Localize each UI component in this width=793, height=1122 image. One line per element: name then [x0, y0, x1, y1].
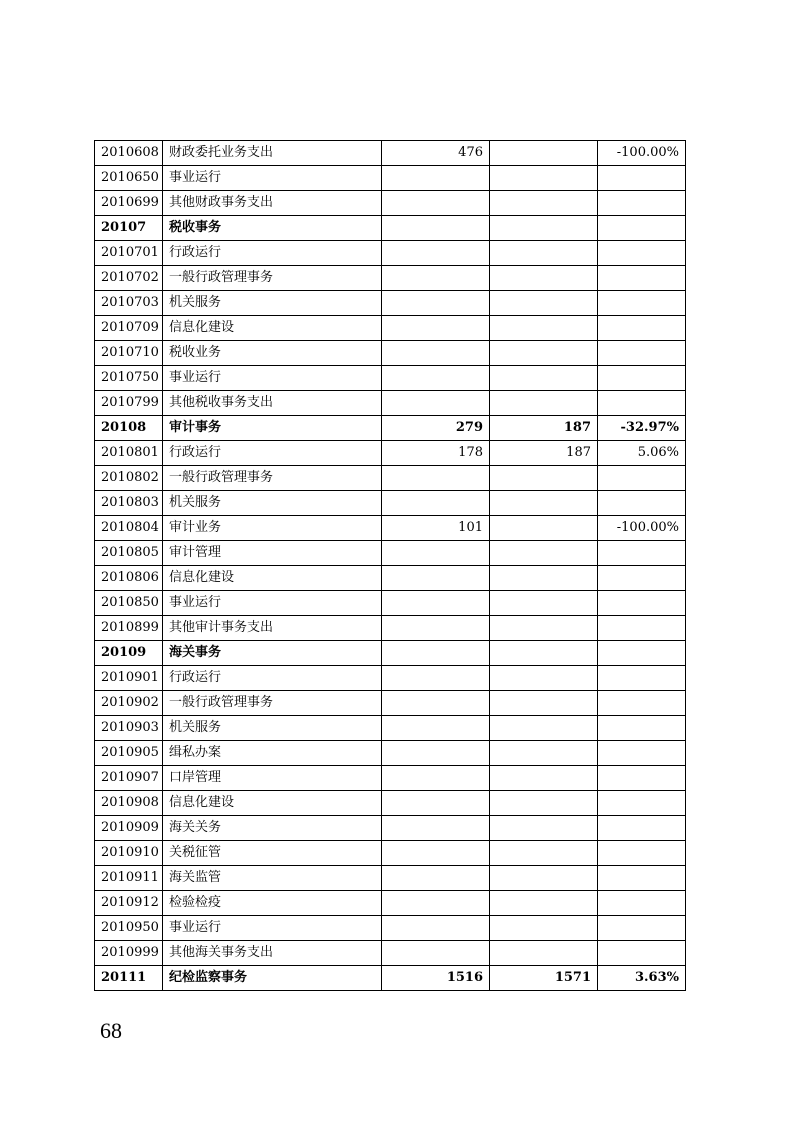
name-cell: 机关服务 — [163, 291, 382, 316]
table-row — [95, 741, 686, 766]
amount-b-cell — [490, 341, 598, 366]
change-percent-cell: -32.97% — [598, 416, 686, 441]
name-cell: 关税征管 — [163, 841, 382, 866]
amount-a-cell — [382, 316, 490, 341]
code-cell: 2010902 — [95, 691, 163, 716]
name-cell: 事业运行 — [163, 591, 382, 616]
code-cell: 2010702 — [95, 266, 163, 291]
name-cell: 其他审计事务支出 — [163, 616, 382, 641]
change-percent-cell — [598, 216, 686, 241]
amount-b-cell — [490, 241, 598, 266]
amount-a-cell — [382, 291, 490, 316]
name-cell: 一般行政管理事务 — [163, 466, 382, 491]
change-percent-cell — [598, 866, 686, 891]
name-cell: 机关服务 — [163, 491, 382, 516]
amount-a-cell — [382, 716, 490, 741]
change-percent-cell — [598, 316, 686, 341]
table-row — [95, 966, 686, 991]
amount-a-cell — [382, 541, 490, 566]
table-row — [95, 416, 686, 441]
amount-b-cell — [490, 366, 598, 391]
amount-b-cell — [490, 541, 598, 566]
amount-b-cell — [490, 666, 598, 691]
amount-b-cell — [490, 866, 598, 891]
amount-a-cell — [382, 766, 490, 791]
code-cell: 2010701 — [95, 241, 163, 266]
budget-table — [94, 140, 686, 991]
table-row — [95, 866, 686, 891]
amount-a-cell — [382, 566, 490, 591]
amount-a-cell — [382, 466, 490, 491]
amount-b-cell — [490, 741, 598, 766]
table-row — [95, 466, 686, 491]
change-percent-cell — [598, 891, 686, 916]
change-percent-cell — [598, 941, 686, 966]
code-cell: 2010903 — [95, 716, 163, 741]
name-cell: 审计事务 — [163, 416, 382, 441]
amount-a-cell — [382, 266, 490, 291]
table-row — [95, 941, 686, 966]
change-percent-cell — [598, 541, 686, 566]
code-cell: 2010803 — [95, 491, 163, 516]
table-row — [95, 591, 686, 616]
amount-a-cell — [382, 866, 490, 891]
table-row — [95, 241, 686, 266]
amount-b-cell — [490, 491, 598, 516]
amount-b-cell — [490, 816, 598, 841]
code-cell: 2010850 — [95, 591, 163, 616]
code-cell: 2010901 — [95, 666, 163, 691]
amount-a-cell — [382, 166, 490, 191]
code-cell: 20108 — [95, 416, 163, 441]
table-row — [95, 691, 686, 716]
amount-a-cell — [382, 366, 490, 391]
table-row — [95, 766, 686, 791]
amount-b-cell — [490, 266, 598, 291]
table-row — [95, 666, 686, 691]
name-cell: 税收业务 — [163, 341, 382, 366]
amount-b-cell — [490, 766, 598, 791]
amount-a-cell: 279 — [382, 416, 490, 441]
change-percent-cell — [598, 766, 686, 791]
amount-b-cell — [490, 791, 598, 816]
table-row — [95, 616, 686, 641]
name-cell: 一般行政管理事务 — [163, 691, 382, 716]
table-row — [95, 141, 686, 166]
name-cell: 一般行政管理事务 — [163, 266, 382, 291]
table-row — [95, 891, 686, 916]
change-percent-cell — [598, 716, 686, 741]
code-cell: 2010703 — [95, 291, 163, 316]
amount-b-cell — [490, 141, 598, 166]
table-row — [95, 516, 686, 541]
table-row — [95, 491, 686, 516]
name-cell: 财政委托业务支出 — [163, 141, 382, 166]
amount-b-cell — [490, 841, 598, 866]
table-row — [95, 316, 686, 341]
name-cell: 口岸管理 — [163, 766, 382, 791]
amount-b-cell — [490, 941, 598, 966]
amount-b-cell — [490, 891, 598, 916]
amount-b-cell — [490, 216, 598, 241]
name-cell: 行政运行 — [163, 241, 382, 266]
name-cell: 行政运行 — [163, 666, 382, 691]
amount-a-cell: 101 — [382, 516, 490, 541]
table-row — [95, 841, 686, 866]
amount-b-cell — [490, 466, 598, 491]
code-cell: 2010750 — [95, 366, 163, 391]
change-percent-cell — [598, 391, 686, 416]
amount-b-cell — [490, 516, 598, 541]
name-cell: 信息化建设 — [163, 566, 382, 591]
code-cell: 2010910 — [95, 841, 163, 866]
table-row — [95, 366, 686, 391]
amount-b-cell — [490, 716, 598, 741]
code-cell: 2010950 — [95, 916, 163, 941]
code-cell: 2010806 — [95, 566, 163, 591]
amount-b-cell — [490, 391, 598, 416]
amount-b-cell: 187 — [490, 416, 598, 441]
amount-b-cell: 1571 — [490, 966, 598, 991]
name-cell: 海关事务 — [163, 641, 382, 666]
code-cell: 2010709 — [95, 316, 163, 341]
amount-a-cell — [382, 816, 490, 841]
table-row — [95, 916, 686, 941]
code-cell: 2010699 — [95, 191, 163, 216]
change-percent-cell: -100.00% — [598, 516, 686, 541]
code-cell: 2010802 — [95, 466, 163, 491]
table-row — [95, 441, 686, 466]
amount-a-cell — [382, 666, 490, 691]
amount-b-cell — [490, 291, 598, 316]
change-percent-cell — [598, 341, 686, 366]
change-percent-cell — [598, 641, 686, 666]
name-cell: 信息化建设 — [163, 791, 382, 816]
amount-a-cell — [382, 916, 490, 941]
table-row — [95, 566, 686, 591]
amount-b-cell — [490, 316, 598, 341]
name-cell: 缉私办案 — [163, 741, 382, 766]
amount-a-cell — [382, 691, 490, 716]
name-cell: 纪检监察事务 — [163, 966, 382, 991]
amount-a-cell — [382, 891, 490, 916]
table-row — [95, 341, 686, 366]
name-cell: 其他财政事务支出 — [163, 191, 382, 216]
amount-a-cell: 1516 — [382, 966, 490, 991]
change-percent-cell: 5.06% — [598, 441, 686, 466]
code-cell: 2010999 — [95, 941, 163, 966]
change-percent-cell: -100.00% — [598, 141, 686, 166]
amount-a-cell: 476 — [382, 141, 490, 166]
change-percent-cell — [598, 491, 686, 516]
amount-b-cell — [490, 641, 598, 666]
amount-a-cell — [382, 191, 490, 216]
code-cell: 2010905 — [95, 741, 163, 766]
change-percent-cell — [598, 366, 686, 391]
change-percent-cell — [598, 916, 686, 941]
code-cell: 2010899 — [95, 616, 163, 641]
amount-b-cell — [490, 166, 598, 191]
amount-a-cell — [382, 241, 490, 266]
change-percent-cell — [598, 291, 686, 316]
amount-a-cell — [382, 841, 490, 866]
table-row — [95, 266, 686, 291]
table-row — [95, 216, 686, 241]
amount-b-cell — [490, 191, 598, 216]
name-cell: 事业运行 — [163, 916, 382, 941]
table-row — [95, 191, 686, 216]
table-row — [95, 791, 686, 816]
change-percent-cell — [598, 241, 686, 266]
amount-a-cell — [382, 491, 490, 516]
amount-b-cell — [490, 916, 598, 941]
page-number: 68 — [100, 1018, 122, 1043]
amount-a-cell — [382, 591, 490, 616]
code-cell: 2010907 — [95, 766, 163, 791]
code-cell: 2010804 — [95, 516, 163, 541]
name-cell: 事业运行 — [163, 366, 382, 391]
change-percent-cell — [598, 191, 686, 216]
change-percent-cell — [598, 791, 686, 816]
change-percent-cell — [598, 691, 686, 716]
name-cell: 审计业务 — [163, 516, 382, 541]
name-cell: 行政运行 — [163, 441, 382, 466]
name-cell: 税收事务 — [163, 216, 382, 241]
code-cell: 2010710 — [95, 341, 163, 366]
amount-a-cell — [382, 741, 490, 766]
name-cell: 机关服务 — [163, 716, 382, 741]
table-row — [95, 641, 686, 666]
table-row — [95, 291, 686, 316]
code-cell: 20111 — [95, 966, 163, 991]
amount-b-cell — [490, 591, 598, 616]
amount-b-cell — [490, 566, 598, 591]
change-percent-cell — [598, 841, 686, 866]
code-cell: 2010911 — [95, 866, 163, 891]
code-cell: 2010909 — [95, 816, 163, 841]
change-percent-cell — [598, 816, 686, 841]
change-percent-cell — [598, 741, 686, 766]
code-cell: 2010650 — [95, 166, 163, 191]
change-percent-cell — [598, 666, 686, 691]
change-percent-cell — [598, 566, 686, 591]
name-cell: 其他海关事务支出 — [163, 941, 382, 966]
code-cell: 2010912 — [95, 891, 163, 916]
amount-a-cell — [382, 216, 490, 241]
name-cell: 海关关务 — [163, 816, 382, 841]
table-row — [95, 816, 686, 841]
amount-a-cell — [382, 641, 490, 666]
code-cell: 2010801 — [95, 441, 163, 466]
amount-a-cell — [382, 391, 490, 416]
amount-a-cell — [382, 341, 490, 366]
code-cell: 2010908 — [95, 791, 163, 816]
amount-b-cell — [490, 616, 598, 641]
name-cell: 海关监管 — [163, 866, 382, 891]
amount-b-cell: 187 — [490, 441, 598, 466]
amount-a-cell — [382, 616, 490, 641]
code-cell: 20107 — [95, 216, 163, 241]
code-cell: 2010799 — [95, 391, 163, 416]
name-cell: 其他税收事务支出 — [163, 391, 382, 416]
change-percent-cell — [598, 466, 686, 491]
amount-b-cell — [490, 691, 598, 716]
name-cell: 事业运行 — [163, 166, 382, 191]
code-cell: 20109 — [95, 641, 163, 666]
change-percent-cell — [598, 166, 686, 191]
change-percent-cell — [598, 616, 686, 641]
code-cell: 2010805 — [95, 541, 163, 566]
table-body — [95, 141, 686, 991]
change-percent-cell — [598, 266, 686, 291]
name-cell: 检验检疫 — [163, 891, 382, 916]
amount-a-cell: 178 — [382, 441, 490, 466]
change-percent-cell — [598, 591, 686, 616]
change-percent-cell: 3.63% — [598, 966, 686, 991]
table-row — [95, 541, 686, 566]
table-row — [95, 166, 686, 191]
name-cell: 审计管理 — [163, 541, 382, 566]
amount-a-cell — [382, 791, 490, 816]
table-row — [95, 391, 686, 416]
name-cell: 信息化建设 — [163, 316, 382, 341]
code-cell: 2010608 — [95, 141, 163, 166]
amount-a-cell — [382, 941, 490, 966]
table-row — [95, 716, 686, 741]
